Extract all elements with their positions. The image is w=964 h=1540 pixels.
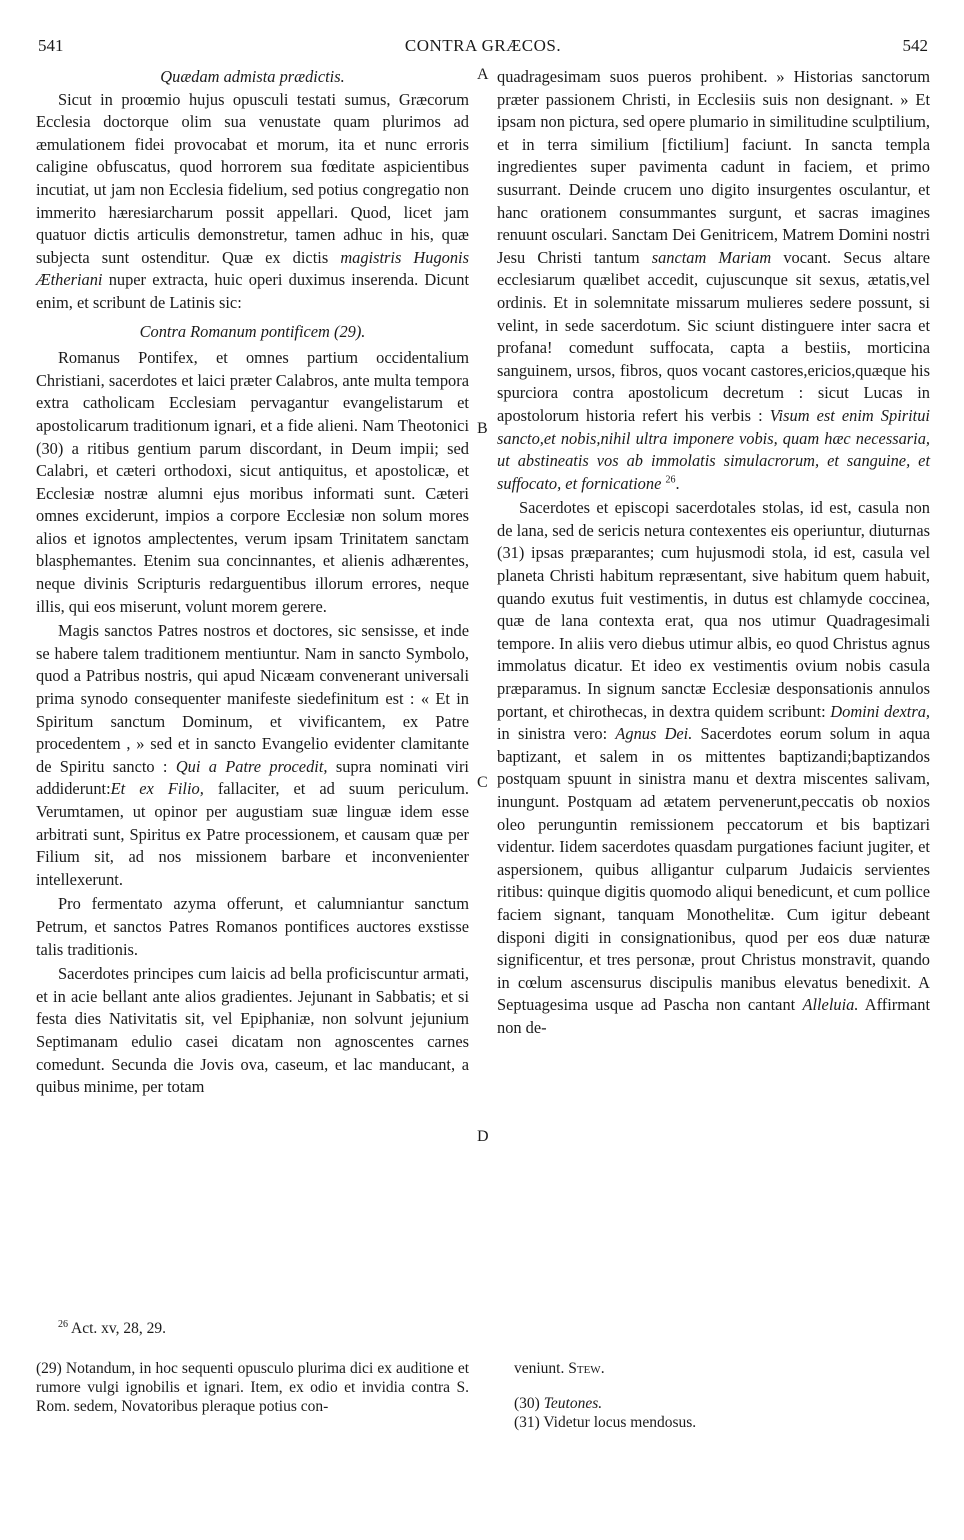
left-column <box>36 66 469 1099</box>
running-title: CONTRA GRÆCOS. <box>404 36 562 55</box>
paragraph: Pro fermentato azyma offerunt, et calumniantur sanctum Petrum, et sanctos Patres Romanos pontifices auctores exstisse talis traditionis. <box>36 894 469 959</box>
paragraph: Magis sanctos Patres nostros et doctores, sic sensisse, et inde se habere talem traditionem mentiuntur. Nam in sancto Symbolo, quod a Patribus nostris, qui apud Nicæam convenerant universali prima synodo consequenter manifeste siedefinitum est : « Et in Spiritum sanctum Dominum, et vivificantem, ex Patre procedentem , » sed et in sancto Evangelio evidenter clamitante de Spiritu sancto : Qui a Patre procedit, supra nominati viri addiderunt:Et ex Filio, fallaciter, et ad suum periculum. Verumtamen, ut opinor per augustiam suæ linguæ idem esse arbitrati sunt, Spiritus ex Patre processionem, et causam quæ per Filium sit, ad nos missionem barbare et inconvenienter intellexerunt. <box>36 621 469 889</box>
right-column <box>497 66 930 1040</box>
margin-marker-a: A <box>477 66 489 83</box>
paragraph: Sacerdotes et episcopi sacerdotales stolas, id est, casula non de lana, sed de sericis netura contexentes eis operiuntur, diuturnas (31) ipsas præparantes; cum hujusmodi stola, id est, casula vel planeta Christi habitum repræsentant, sive habitum quem habuit, quando exutus fuit vestimentis, in dutus est chlamyde coccinea, quæ de lana contexta erat, qua nos utimur Quadragesimali tempore. In aliis vero diebus utimur albis, eo quod Christus agnus immolatus dicatur. Et ideo ex vestimentis ovium nobis casula præparamus. In signum sanctæ Ecclesiæ desponsationis annulos portant, et chirothecas, in dextra quidem scribunt: Domini dextra, in sinistra vero: Agnus Dei. Sacerdotes eorum solum in aqua baptizant, et salem in os mittentes baptizandi;baptizandos postquam spuunt in sinistra manu et dextra miscentes salivam, inungunt. Postquam ad ætatem pervenerunt,peccatis ob noxios oleo perunguntin remissionem peccatorum et bis baptizari videntur. Iidem sacerdotes quasdam purgationes faciunt jugiter, et aspersionem, quibus alligantur culparum Judaicis servientes ritibus: quinque digitis quomodo aliqui benedicunt, et cum pollice faciem signant, tanquam Monothelitæ. Cum igitur debeant disponi digiti in consignationibus, quod per eos duæ naturæ significentur, et tres personæ, prout Christus monstravit, quando in cœlum ascensurus discipulis manibus elevatus benedixit. A Septuagesima usque ad Pascha non cantant Alleluia. Affirmant non de- <box>497 498 930 1037</box>
margin-marker-c: C <box>477 774 488 791</box>
page-number-right: 542 <box>902 36 928 55</box>
paragraph: Romanus Pontifex, et omnes partium occidentalium Christiani, sacerdotes et laici præter Calabros, ante multa tempora extra catholicam Ecclesiam pervagantur evangelistarum et apostolicarum traditionum ignari, et a fide alieni. Nam Theotonici (30) a ritibus gentium parum discordant, in Deum impii; sed Calabri, et cæteri orthodoxi, sicut antiquitus, et apostolicæ, et Ecclesiæ nostræ alumni ejus moribus informati sunt. Cæteri omnes exciderunt, impios a corpore Ecclesiæ non solum mores alios et ignotos amplectentes, verum ipsam Trinitatem sanctam blasphemantes. Etenim sua concinnantes, et alienis adhærentes, neque divinis Scripturis redarguentibus illorum errores, neque illis, qui eos miserunt, volunt morem gerere. <box>36 348 469 616</box>
paragraph: Sicut in proœmio hujus opusculi testati sumus, Græcorum Ecclesia doctorque olim sua venustate quam plurimos ad æmulationem fidei provocabat et morum, ita et nunc erroris caligine obfuscatus, quod horrorem sua fœditate aspicientibus incutiat, ut jam non Ecclesia fidelium, sed potius congregatio non immerito hæresiarcharum possit appellari. Quod, licet jam quatuor dictis articulis demonstretur, tamen adhuc in his, quæ subjecta sunt ostenditur. Quæ ex dictis magistris Hugonis Ætheriani nuper extracta, huic operi duximus inserenda. Dicunt enim, et scribunt de Latinis sic: <box>36 89 469 312</box>
paragraph: Sacerdotes principes cum laicis ad bella proficiscuntur armati, et in acie bellant ante alios gradientes. Jejunant in Sabbatis; et si festa dies Nativitatis sit, vel Epiphaniæ, non solvunt jejunium Septimanam edulio casei dicatam non agnoscentes carnes comedunt. Secunda die Jovis ova, caseum, et lac manducant, a quibus minime, per totam <box>36 964 469 1097</box>
page-number-left: 541 <box>38 36 64 55</box>
running-header <box>38 36 928 60</box>
footnote-29: (29) Notandum, in hoc sequenti opusculo plurima dici ex auditione et rumore vulgi ignobilis et ignari. Item, ex odio et invidia contra S. Rom. sedem, Novatoribus pleraque potius con- <box>36 1360 469 1415</box>
section-subheading: Contra Romanum pontificem (29). <box>139 321 366 341</box>
footnotes-right <box>514 1359 934 1432</box>
margin-marker-b: B <box>477 420 488 437</box>
footnote-29-continued: veniunt. Stew. <box>514 1360 605 1377</box>
footnote-26: $^{26}$ Act. xv, 28, 29. <box>58 1318 167 1337</box>
margin-marker-d: D <box>477 1128 489 1145</box>
footnote-30: (30) Teutones. <box>514 1395 603 1412</box>
paragraph: quadragesimam suos pueros prohibent. » Historias sanctorum præter passionem Christi, in Ecclesiis suis non designant. » Et ipsam non pictura, sed opere plumario in similitudine sculptilium, et in terra similium [fictilium] faciunt. In sancta templa ingredientes super pavimenta cadunt in faciem, et primo susurrant. Deinde crucem uno digito insurgentes osculantur, et hanc orationem consummantes surgunt, et sacras imagines renuunt osculari. Sanctam Dei Genitricem, Matrem Domini nostri Jesu Christi tantum sanctam Mariam vocant. Secus altare ecclesiarum quælibet accedit, cujuscunque sit sexus, ætatis,vel ordinis. Et in solemnitate missarum mulieres sedere possunt, si velint, in sede sacerdotum. Sic sciunt distinguere inter sacra et profana! comedunt suffocata, capta a bestiis, morticina sanguinem, ursos, fibros, quos vocant castores,ericios,quæque his spurciora contra apostolicum decretum : sicut Lucas in apostolorum historia refert his verbis : Visum est enim Spiritui sancto,et nobis,nihil ultra imponere vobis, quam hæc necessaria, ut abstineatis vos ab immolatis simulacrorum, et sanguine, et suffocato, et fornicatione $^{26}$. <box>497 67 930 493</box>
section-heading: Quædam admista prædictis. <box>160 67 345 86</box>
footnote-31: (31) Videtur locus mendosus. <box>514 1414 697 1431</box>
